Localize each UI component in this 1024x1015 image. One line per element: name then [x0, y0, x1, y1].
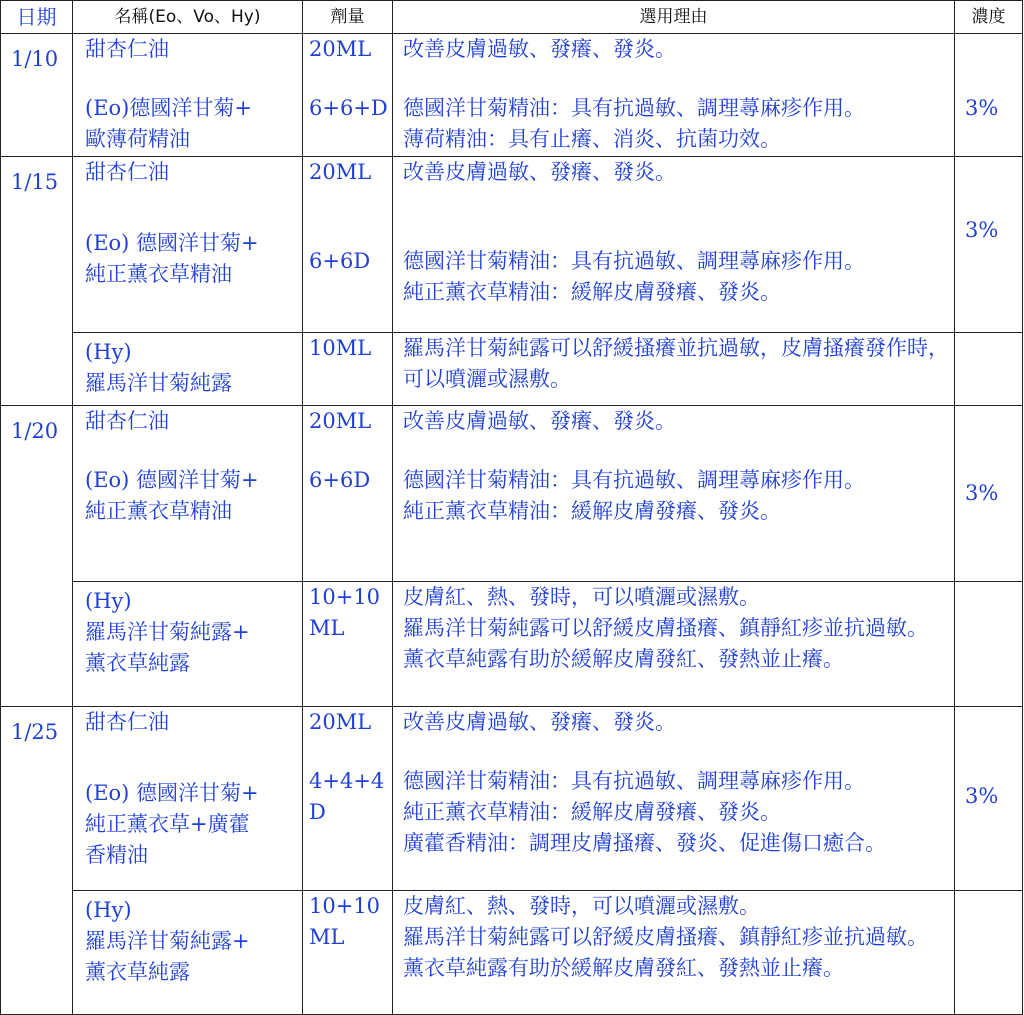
reason-cell	[393, 891, 955, 1015]
date-cell: 1/25	[1, 707, 73, 1015]
essential-oil-dose-unit: D	[309, 800, 326, 824]
concentration-cell	[955, 582, 1023, 707]
concentration-value: 3%	[965, 218, 999, 242]
reason-text: 改善皮膚過敏、發癢、發炎。	[403, 160, 676, 184]
essential-oil-name: 純正薰衣草精油	[85, 262, 232, 286]
essential-oil-name: (Eo) 德國洋甘菊+	[85, 468, 259, 492]
dose-cell	[303, 34, 393, 157]
carrier-oil-dose: 20ML	[309, 710, 372, 734]
essential-oil-name: 純正薰衣草+廣藿	[85, 812, 250, 836]
essential-oil-dose: 6+6D	[309, 468, 371, 492]
dose-cell	[303, 406, 393, 582]
table-row	[1, 333, 1023, 406]
essential-oil-name: 香精油	[85, 843, 148, 867]
name-cell	[73, 406, 303, 582]
essential-oil-name: (Eo)德國洋甘菊+	[85, 96, 252, 120]
concentration-value: 3%	[965, 481, 999, 505]
reason-text: 純正薰衣草精油：緩解皮膚發癢、發炎。	[403, 280, 781, 304]
reason-text: 皮膚紅、熱、發時，可以噴灑或濕敷。	[403, 894, 760, 918]
essential-oil-dose: 6+6+D	[309, 96, 388, 120]
dose-cell	[303, 891, 393, 1015]
concentration-cell	[955, 707, 1023, 891]
hydrosol-name: 羅馬洋甘菊純露	[85, 371, 232, 395]
carrier-oil-name: 甜杏仁油	[85, 160, 169, 184]
carrier-oil-dose: 20ML	[309, 160, 372, 184]
dose-cell	[303, 582, 393, 707]
name-cell	[73, 157, 303, 333]
name-cell	[73, 34, 303, 157]
reason-cell	[393, 157, 955, 333]
carrier-oil-name: 甜杏仁油	[85, 710, 169, 734]
dose-cell	[303, 333, 393, 406]
reason-cell	[393, 707, 955, 891]
table-row	[1, 582, 1023, 707]
dose-cell	[303, 157, 393, 333]
reason-text: 羅馬洋甘菊純露可以舒緩皮膚搔癢、鎮靜紅疹並抗過敏。	[403, 925, 928, 949]
carrier-oil-dose: 20ML	[309, 37, 372, 61]
reason-text: 德國洋甘菊精油：具有抗過敏、調理蕁麻疹作用。	[403, 769, 865, 793]
hydrosol-dose: 10+10	[309, 894, 381, 918]
table-row	[1, 34, 1023, 157]
essential-oil-name: 歐薄荷精油	[85, 127, 190, 151]
essential-oil-dose: 4+4+4	[309, 769, 385, 793]
header-dose: 劑量	[303, 1, 393, 34]
carrier-oil-name: 甜杏仁油	[85, 37, 169, 61]
date-cell: 1/10	[1, 34, 73, 157]
reason-cell	[393, 333, 955, 406]
name-cell	[73, 891, 303, 1015]
essential-oil-dose: 6+6D	[309, 249, 371, 273]
reason-text: 改善皮膚過敏、發癢、發炎。	[403, 409, 676, 433]
hydrosol-name: 羅馬洋甘菊純露+	[85, 929, 250, 953]
hydrosol-dose-unit: ML	[309, 616, 345, 640]
reason-text: 皮膚紅、熱、發時，可以噴灑或濕敷。	[403, 585, 760, 609]
header-name: 名稱(Eo、Vo、Hy)	[73, 1, 303, 34]
reason-text: 薰衣草純露有助於緩解皮膚發紅、發熱並止癢。	[403, 647, 844, 671]
name-cell	[73, 582, 303, 707]
table-row	[1, 406, 1023, 582]
reason-text: 薄荷精油：具有止癢、消炎、抗菌功效。	[403, 127, 781, 151]
concentration-value: 3%	[965, 96, 999, 120]
table-row	[1, 891, 1023, 1015]
date-cell: 1/15	[1, 157, 73, 406]
reason-text: 德國洋甘菊精油：具有抗過敏、調理蕁麻疹作用。	[403, 468, 865, 492]
name-cell	[73, 333, 303, 406]
hydrosol-name: 薰衣草純露	[85, 651, 190, 675]
essential-oil-name: (Eo) 德國洋甘菊+	[85, 231, 259, 255]
reason-text: 德國洋甘菊精油：具有抗過敏、調理蕁麻疹作用。	[403, 249, 865, 273]
reason-text: 廣藿香精油：調理皮膚搔癢、發炎、促進傷口癒合。	[403, 831, 886, 855]
table-row	[1, 707, 1023, 891]
hydrosol-name: 薰衣草純露	[85, 960, 190, 984]
header-concentration: 濃度	[955, 1, 1023, 34]
essential-oil-name: (Eo) 德國洋甘菊+	[85, 781, 259, 805]
reason-text: 純正薰衣草精油：緩解皮膚發癢、發炎。	[403, 499, 781, 523]
reason-cell	[393, 582, 955, 707]
name-cell	[73, 707, 303, 891]
reason-text: 德國洋甘菊精油：具有抗過敏、調理蕁麻疹作用。	[403, 96, 865, 120]
concentration-cell	[955, 333, 1023, 406]
reason-text: 改善皮膚過敏、發癢、發炎。	[403, 710, 676, 734]
dose-cell	[303, 707, 393, 891]
reason-text: 薰衣草純露有助於緩解皮膚發紅、發熱並止癢。	[403, 956, 844, 980]
carrier-oil-dose: 20ML	[309, 409, 372, 433]
date-cell: 1/20	[1, 406, 73, 707]
concentration-cell	[955, 157, 1023, 333]
hydrosol-label: (Hy)	[85, 589, 132, 613]
carrier-oil-name: 甜杏仁油	[85, 409, 169, 433]
reason-cell	[393, 34, 955, 157]
hydrosol-dose: 10+10	[309, 585, 381, 609]
hydrosol-dose: 10ML	[309, 336, 372, 360]
essential-oil-name: 純正薰衣草精油	[85, 499, 232, 523]
reason-text: 羅馬洋甘菊純露可以舒緩皮膚搔癢、鎮靜紅疹並抗過敏。	[403, 616, 928, 640]
reason-text: 羅馬洋甘菊純露可以舒緩搔癢並抗過敏，皮膚搔癢發作時，可以噴灑或濕敷。	[403, 336, 949, 391]
header-date: 日期	[1, 1, 73, 34]
header-row	[1, 1, 1023, 34]
header-reason: 選用理由	[393, 1, 955, 34]
reason-text: 純正薰衣草精油：緩解皮膚發癢、發炎。	[403, 800, 781, 824]
reason-text: 改善皮膚過敏、發癢、發炎。	[403, 37, 676, 61]
concentration-cell	[955, 34, 1023, 157]
hydrosol-dose-unit: ML	[309, 925, 345, 949]
hydrosol-label: (Hy)	[85, 898, 132, 922]
concentration-cell	[955, 406, 1023, 582]
concentration-cell	[955, 891, 1023, 1015]
table-row	[1, 157, 1023, 333]
hydrosol-label: (Hy)	[85, 340, 132, 364]
concentration-value: 3%	[965, 784, 999, 808]
reason-cell	[393, 406, 955, 582]
hydrosol-name: 羅馬洋甘菊純露+	[85, 620, 250, 644]
